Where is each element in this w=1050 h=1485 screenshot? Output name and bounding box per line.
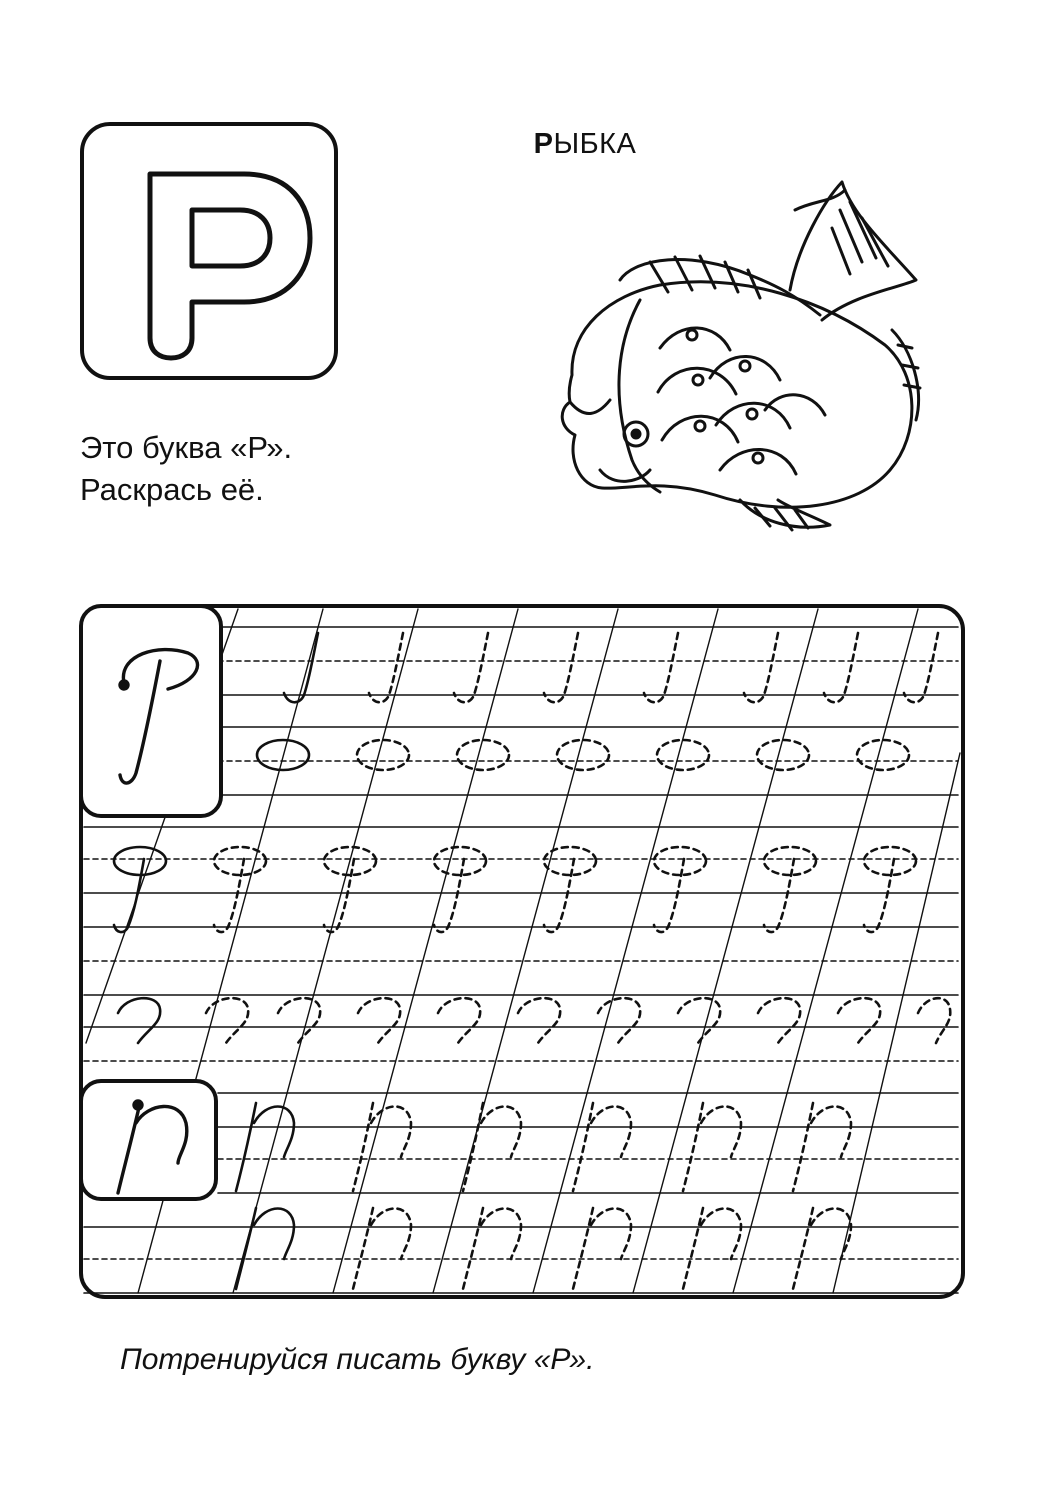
fish-icon	[540, 170, 940, 540]
caption-word	[460, 128, 710, 161]
practice-instruction: Потренируйся писать букву «Р».	[120, 1343, 595, 1376]
sample-box-lowercase	[81, 1081, 216, 1199]
row-capital-stems	[284, 633, 938, 702]
practice-grid	[78, 603, 966, 1300]
intro-text-line-2: Раскрась её.	[80, 472, 264, 507]
intro-text-line-1: Это буква «Р».	[80, 430, 293, 465]
letter-card	[80, 122, 338, 380]
row-lowercase-1	[236, 1103, 851, 1191]
row-lowercase-2	[236, 1208, 851, 1289]
row-ovals	[257, 740, 909, 770]
row-hooks	[118, 998, 950, 1043]
block-letter-r-icon	[84, 126, 334, 376]
caption-rest: ЫБКА	[553, 128, 637, 160]
caption-first-letter: Р	[533, 128, 554, 160]
